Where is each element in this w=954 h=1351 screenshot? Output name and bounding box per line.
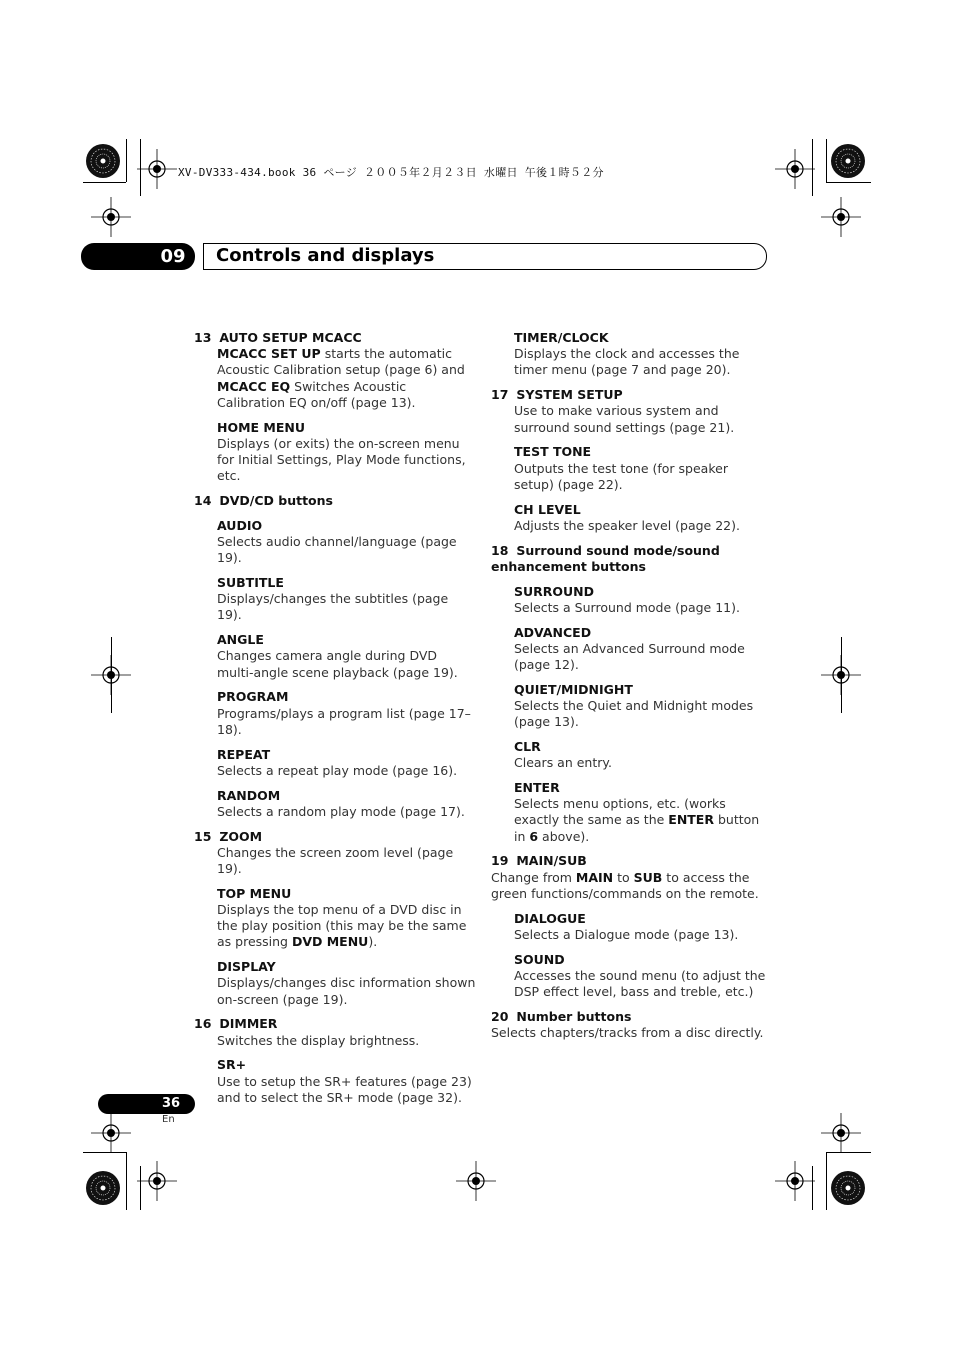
entry-heading-line <box>194 829 476 845</box>
entry-description <box>217 436 476 485</box>
target-mark <box>775 149 815 189</box>
control-entry <box>194 518 476 567</box>
entry-heading-line <box>217 420 476 436</box>
entry-description <box>217 1074 476 1106</box>
entry-body <box>491 952 771 1001</box>
entry-heading: ADVANCED <box>514 624 592 640</box>
control-entry <box>194 330 476 411</box>
entry-body <box>194 959 476 1008</box>
entry-body <box>491 780 771 845</box>
target-mark <box>137 149 177 189</box>
entry-body <box>194 829 476 878</box>
description-text: ). <box>368 934 378 950</box>
description-text: Clears an entry. <box>514 755 612 771</box>
control-entry <box>194 420 476 485</box>
entry-heading: DISPLAY <box>217 959 276 975</box>
description-text: Adjusts the speaker level (page 22). <box>514 517 740 533</box>
burst-mark-top-left <box>86 144 120 178</box>
entry-heading: HOME MENU <box>217 419 306 435</box>
description-text: Selects a repeat play mode (page 16). <box>217 762 458 778</box>
control-entry <box>491 387 771 436</box>
control-entry <box>194 788 476 820</box>
bold-term: MCACC EQ <box>217 378 291 394</box>
entry-heading-line <box>217 632 476 648</box>
control-entry <box>491 952 771 1001</box>
bold-term: ENTER <box>668 812 714 828</box>
entry-body <box>491 444 771 493</box>
description-text: Selects a Surround mode (page 11). <box>514 599 740 615</box>
control-entry <box>491 682 771 731</box>
entry-description <box>217 804 476 820</box>
entry-heading: DIALOGUE <box>514 910 586 926</box>
bold-term: SUB <box>633 869 663 885</box>
entry-heading-line <box>217 788 476 804</box>
description-text: Selects a random play mode (page 17). <box>217 803 465 819</box>
entry-description <box>514 698 771 730</box>
entry-body <box>194 632 476 681</box>
entry-heading-line <box>514 584 771 600</box>
entry-description <box>514 968 771 1000</box>
control-entry <box>194 959 476 1008</box>
control-entry <box>194 575 476 624</box>
entry-body <box>194 747 476 779</box>
chapter-title: Controls and displays <box>216 245 435 266</box>
entry-heading: SYSTEM SETUP <box>516 387 623 403</box>
entry-description <box>514 796 771 845</box>
target-mark <box>821 1113 861 1153</box>
entry-body <box>194 330 476 411</box>
entry-heading-line <box>514 739 771 755</box>
entry-heading-line <box>217 747 476 763</box>
entry-heading: Number buttons <box>516 1008 632 1024</box>
entry-body <box>491 911 771 943</box>
entry-heading: DVD/CD buttons <box>219 493 333 509</box>
description-text: Selects an Advanced Surround mode (page 12). <box>514 640 745 673</box>
entry-heading-line <box>217 886 476 902</box>
description-text: Displays the clock and accesses the timer menu (page 7 and page 20). <box>514 346 740 378</box>
item-number: 13 <box>194 330 212 345</box>
entry-body <box>194 886 476 951</box>
entry-heading-line <box>491 1009 771 1025</box>
entry-description <box>514 518 771 534</box>
description-text: Switches the display brightness. <box>217 1032 420 1048</box>
entry-description <box>194 346 476 411</box>
entry-heading: TEST TONE <box>514 444 592 460</box>
entry-description <box>514 927 771 943</box>
entry-heading: ZOOM <box>219 828 263 844</box>
control-entry <box>491 780 771 845</box>
item-number: 14 <box>194 493 212 509</box>
control-entry <box>194 829 476 878</box>
entry-body <box>194 788 476 820</box>
bold-term: MCACC SET UP <box>217 346 321 362</box>
entry-heading-line <box>514 444 771 460</box>
entry-heading-line <box>217 575 476 591</box>
entry-description <box>217 706 476 738</box>
entry-body <box>194 518 476 567</box>
entry-heading: SOUND <box>514 951 565 967</box>
control-entry <box>491 1009 771 1041</box>
entry-heading: QUIET/MIDNIGHT <box>514 681 633 697</box>
entry-description <box>491 403 771 435</box>
burst-mark-top-right <box>831 144 865 178</box>
entry-heading-line <box>217 518 476 534</box>
entry-description <box>217 591 476 623</box>
target-mark <box>91 655 131 695</box>
entry-heading: ANGLE <box>217 632 264 648</box>
control-entry <box>491 853 771 902</box>
description-text: Selects audio channel/language (page 19). <box>217 534 457 566</box>
control-entry <box>491 739 771 771</box>
entry-heading: CLR <box>514 739 541 755</box>
entry-description <box>514 755 771 771</box>
description-text: Displays (or exits) the on-screen menu for Initial Settings, Play Mode functions, etc. <box>217 435 466 484</box>
entry-heading: SURROUND <box>514 583 595 599</box>
entry-heading-line <box>217 689 476 705</box>
entry-heading: AUDIO <box>217 517 263 533</box>
entry-body <box>491 584 771 616</box>
entry-description <box>491 870 771 902</box>
burst-mark-bottom-left <box>86 1171 120 1205</box>
right-column <box>491 330 771 1050</box>
target-mark <box>821 655 861 695</box>
entry-description <box>514 600 771 616</box>
entry-heading: MAIN/SUB <box>516 853 587 869</box>
item-number: 16 <box>194 1016 212 1032</box>
item-number: 20 <box>491 1008 509 1024</box>
page-language: En <box>162 1114 175 1125</box>
entry-body <box>491 330 771 379</box>
entry-heading-line <box>514 330 771 346</box>
description-text: Selects menu options, etc. (works exactly the same as the <box>514 796 726 828</box>
entry-body <box>491 625 771 674</box>
control-entry <box>194 1016 476 1048</box>
control-entry <box>491 584 771 616</box>
control-entry <box>194 493 476 509</box>
page-number: 36 <box>161 1096 181 1111</box>
entry-heading: TIMER/CLOCK <box>514 330 609 345</box>
description-text: Displays/changes disc information shown on-screen (page 19). <box>217 975 476 1007</box>
description-text: Change from <box>491 869 576 885</box>
entry-heading-line <box>217 959 476 975</box>
control-entry <box>491 625 771 674</box>
entry-heading-line <box>514 952 771 968</box>
entry-description <box>217 648 476 680</box>
entry-heading: REPEAT <box>217 746 271 762</box>
entry-heading-line <box>514 682 771 698</box>
target-mark <box>91 1113 131 1153</box>
bold-term: MAIN <box>575 869 614 885</box>
entry-description <box>217 534 476 566</box>
book-file-header: XV-DV333-434.book 36 ページ ２００５年２月２３日 水曜日 午後１時５２分 <box>178 166 604 179</box>
entry-heading-line <box>217 1057 476 1073</box>
entry-body <box>194 1016 476 1048</box>
description-text: Changes camera angle during DVD multi-angle scene playback (page 19). <box>217 648 458 680</box>
target-mark <box>91 197 131 237</box>
entry-description <box>217 975 476 1007</box>
description-text: Programs/plays a program list (page 17–18). <box>217 705 471 737</box>
entry-heading: CH LEVEL <box>514 501 581 517</box>
control-entry <box>194 886 476 951</box>
entry-heading-line <box>514 911 771 927</box>
target-mark <box>775 1161 815 1201</box>
entry-description <box>194 1033 476 1049</box>
entry-heading: TOP MENU <box>217 885 292 901</box>
item-number: 18 <box>491 542 509 558</box>
entry-description <box>194 845 476 877</box>
bold-term: 6 <box>529 828 539 844</box>
description-text: to <box>613 869 634 885</box>
left-column <box>194 330 476 1115</box>
entry-heading: RANDOM <box>217 787 281 803</box>
entry-body <box>491 682 771 731</box>
entry-body <box>194 575 476 624</box>
control-entry <box>491 543 771 575</box>
entry-heading-line <box>514 502 771 518</box>
description-text: Use to make various system and surround sound settings (page 21). <box>514 403 735 435</box>
control-entry <box>194 1057 476 1106</box>
entry-heading: DIMMER <box>219 1016 278 1032</box>
description-text: button in <box>514 812 760 844</box>
entry-heading: SUBTITLE <box>217 575 284 591</box>
control-entry <box>491 444 771 493</box>
description-text: Displays/changes the subtitles (page 19). <box>217 591 449 623</box>
entry-heading-line <box>514 625 771 641</box>
entry-body <box>194 689 476 738</box>
description-text: Use to setup the SR+ features (page 23) and to select the SR+ mode (page 32). <box>217 1073 472 1105</box>
entry-heading-line <box>491 387 771 403</box>
item-number: 15 <box>194 828 212 844</box>
entry-heading-line <box>514 780 771 796</box>
entry-body <box>491 853 771 902</box>
target-mark <box>821 197 861 237</box>
entry-description <box>514 461 771 493</box>
entry-body <box>194 1057 476 1106</box>
entry-body <box>491 387 771 436</box>
entry-body <box>491 739 771 771</box>
description-text: above). <box>538 828 590 844</box>
control-entry <box>491 911 771 943</box>
control-entry <box>194 689 476 738</box>
entry-body <box>491 502 771 534</box>
entry-body <box>194 493 476 509</box>
entry-heading-line <box>194 1016 476 1032</box>
control-entry <box>194 747 476 779</box>
burst-mark-bottom-right <box>831 1171 865 1205</box>
entry-heading: SR+ <box>217 1057 247 1073</box>
entry-heading: ENTER <box>514 780 560 796</box>
entry-heading: PROGRAM <box>217 689 289 705</box>
entry-body <box>491 1009 771 1041</box>
entry-description <box>514 346 771 378</box>
description-text: Changes the screen zoom level (page 19). <box>217 844 454 877</box>
entry-description <box>217 763 476 779</box>
chapter-number: 09 <box>160 246 186 267</box>
entry-heading-line <box>194 330 476 346</box>
description-text: Selects the Quiet and Midnight modes (page 13). <box>514 698 754 730</box>
description-text: Selects a Dialogue mode (page 13). <box>514 926 739 942</box>
item-number: 17 <box>491 387 509 403</box>
description-text: Accesses the sound menu (to adjust the DSP effect level, bass and treble, etc.) <box>514 967 766 1000</box>
entry-heading-line <box>491 853 771 869</box>
entry-heading-line <box>491 543 771 575</box>
description-text: starts the automatic Acoustic Calibration setup (page 6) and <box>217 346 465 378</box>
entry-description <box>217 902 476 951</box>
description-text: Selects chapters/tracks from a disc directly. <box>491 1025 764 1041</box>
entry-description <box>514 641 771 673</box>
control-entry <box>491 330 771 379</box>
bold-term: DVD MENU <box>291 934 369 950</box>
entry-heading: AUTO SETUP MCACC <box>219 330 362 345</box>
description-text: Displays the top menu of a DVD disc in the play position (this may be the same as pressing <box>217 902 467 950</box>
target-mark <box>456 1161 496 1201</box>
description-text: Outputs the test tone (for speaker setup) (page 22). <box>514 460 728 492</box>
entry-description <box>491 1025 771 1041</box>
target-mark <box>137 1161 177 1201</box>
entry-heading: Surround sound mode/sound enhancement buttons <box>491 542 720 574</box>
entry-body <box>194 420 476 485</box>
control-entry <box>194 632 476 681</box>
entry-body <box>491 543 771 575</box>
control-entry <box>491 502 771 534</box>
description-text: to access the green functions/commands on the remote. <box>491 869 759 901</box>
description-text: Switches Acoustic Calibration EQ on/off (page 13). <box>217 378 416 410</box>
item-number: 19 <box>491 853 509 869</box>
entry-heading-line <box>194 493 476 509</box>
